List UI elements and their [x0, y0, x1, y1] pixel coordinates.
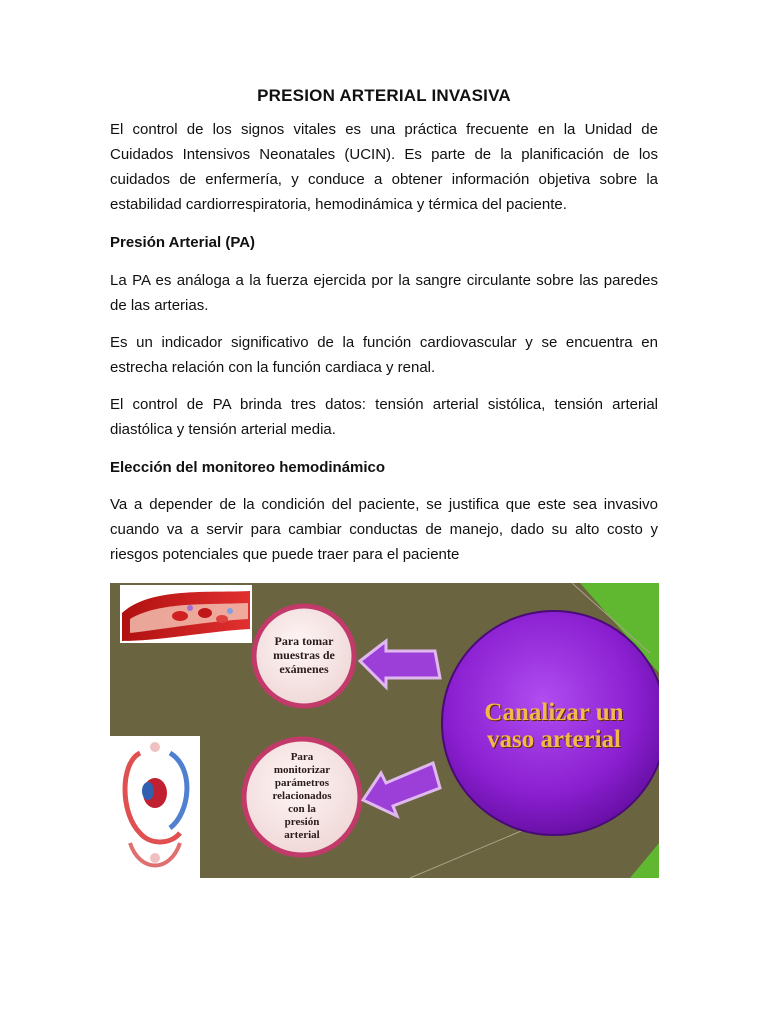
monitorizar-line6: presión [284, 816, 320, 828]
paragraph-intro: El control de los signos vitales es una práctica frecuente en la Unidad de Cuidados Intensivos Neonatales (UCIN). Es parte de la planificación de los cuidados de enfermería, y conduce a obtener información objetiva sobre la estabilidad cardiorrespiratoria, hemodinámica y térmica del paciente. [110, 121, 658, 213]
circle-monitorizar-label [246, 751, 358, 842]
monitorizar-line5: con la [288, 803, 316, 815]
monitorizar-line2: monitorizar [273, 764, 331, 776]
monitorizar-line7: arterial [284, 829, 320, 841]
muestras-line2: muestras de [273, 648, 335, 662]
paragraph-pa-definition: La PA es análoga a la fuerza ejercida por la sangre circulante sobre las paredes de las arterias. [110, 272, 658, 314]
paragraph-justification: Va a depender de la condición del paciente, se justifica que este sea invasivo cuando va a servir para cambiar conductas de manejo, dado su alto costo y riesgos potenciales que puede traer para el paciente [110, 496, 658, 563]
muestras-line1: Para tomar [274, 634, 334, 648]
monitorizar-line3: parámetros [274, 777, 330, 789]
muestras-line3: exámenes [279, 662, 329, 676]
big-circle-line1: Canalizar un [484, 699, 624, 726]
arrow-to-muestras [360, 641, 440, 687]
circulation-illustration [110, 736, 200, 878]
circle-muestras-label [254, 634, 354, 676]
monitorizar-line1: Para [290, 751, 314, 763]
diagonal-line-bottom [410, 823, 540, 878]
big-circle-label [448, 699, 659, 753]
blood-vessel-illustration [120, 585, 252, 643]
green-accent-bottom-right [630, 843, 659, 878]
heading-presion-arterial: Presión Arterial (PA) [110, 234, 256, 251]
arrow-to-monitorizar [363, 763, 440, 816]
document-title: PRESION ARTERIAL INVASIVA [257, 86, 511, 105]
paragraph-indicator: Es un indicador significativo de la función cardiovascular y se encuentra en estrecha relación con la función cardiaca y renal. [110, 334, 658, 376]
paragraph-three-data: El control de PA brinda tres datos: tensión arterial sistólica, tensión arterial diastólica y tensión arterial media. [110, 396, 658, 438]
diagram-figure [110, 583, 659, 878]
monitorizar-line4: relacionados [272, 790, 332, 802]
big-circle-line2: vaso arterial [487, 726, 621, 753]
heading-eleccion-monitoreo: Elección del monitoreo hemodinámico [110, 459, 386, 476]
